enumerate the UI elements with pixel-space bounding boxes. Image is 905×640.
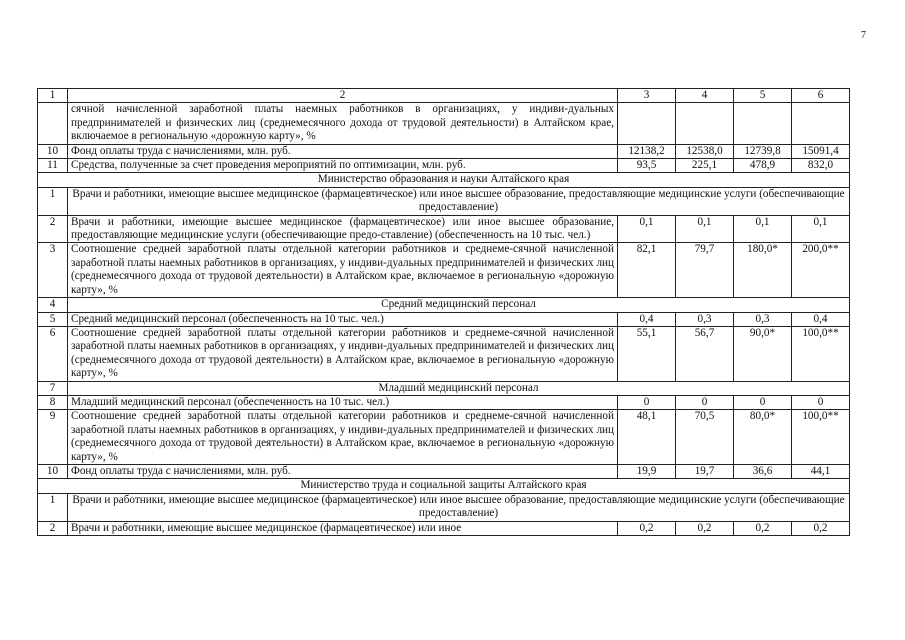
- table-row: [38, 103, 850, 144]
- row-number: 8: [38, 395, 68, 409]
- indicator-value: 832,0: [792, 159, 850, 173]
- indicator-description: Фонд оплаты труда с начислениями, млн. руб.: [68, 464, 618, 478]
- indicator-value: 15091,4: [792, 144, 850, 158]
- indicator-description: Соотношение средней заработной платы отдельной категории работников и среднеме-сячной начисленной заработной платы наемных работников в организациях, у индиви-дуальных предпринимателей и физических лиц (среднемесячного дохода от трудовой деятельности) в Алтайском крае, включаемое в региональную «дорожную карту», %: [68, 410, 618, 465]
- row-number: 9: [38, 410, 68, 465]
- indicator-value: 19,9: [618, 464, 676, 478]
- indicator-value: 55,1: [618, 326, 676, 381]
- indicator-value: [792, 103, 850, 144]
- section-title: Министерство образования и науки Алтайского края: [38, 173, 850, 187]
- indicator-value: 0,2: [676, 521, 734, 535]
- table-row: [38, 521, 850, 535]
- section-header-row: [38, 173, 850, 187]
- indicator-value: 36,6: [734, 464, 792, 478]
- subgroup-title: Средний медицинский персонал: [68, 298, 850, 312]
- row-number: 4: [38, 298, 68, 312]
- indicator-value: 56,7: [676, 326, 734, 381]
- row-number: 10: [38, 144, 68, 158]
- indicator-value: 48,1: [618, 410, 676, 465]
- row-number: 7: [38, 381, 68, 395]
- row-number: 10: [38, 464, 68, 478]
- indicator-value: 0,4: [618, 312, 676, 326]
- indicator-value: 100,0**: [792, 326, 850, 381]
- indicator-description: Младший медицинский персонал (обеспеченность на 10 тыс. чел.): [68, 395, 618, 409]
- indicator-value: 0,1: [676, 215, 734, 243]
- indicator-value: 0,4: [792, 312, 850, 326]
- subgroup-title: Врачи и работники, имеющие высшее медицинское (фармацевтическое) или иное высшее образование, предоставляющие медицинские услуги (обеспечивающие предоставление): [68, 187, 850, 215]
- indicator-value: 12538,0: [676, 144, 734, 158]
- indicator-value: 0,3: [676, 312, 734, 326]
- indicator-value: 90,0*: [734, 326, 792, 381]
- row-number: 3: [38, 243, 68, 298]
- indicator-value: 44,1: [792, 464, 850, 478]
- table-row: [38, 215, 850, 243]
- data-table: [37, 88, 850, 536]
- indicator-value: [618, 103, 676, 144]
- header-cell: 1: [38, 89, 68, 103]
- indicator-value: 225,1: [676, 159, 734, 173]
- subgroup-row: [38, 187, 850, 215]
- indicator-description: Врачи и работники, имеющие высшее медицинское (фармацевтическое) или иное: [68, 521, 618, 535]
- indicator-value: 100,0**: [792, 410, 850, 465]
- row-number: 2: [38, 215, 68, 243]
- indicator-value: 82,1: [618, 243, 676, 298]
- row-number: 11: [38, 159, 68, 173]
- indicator-value: 80,0*: [734, 410, 792, 465]
- header-row: [38, 89, 850, 103]
- header-cell: 3: [618, 89, 676, 103]
- table-row: [38, 159, 850, 173]
- row-number: 5: [38, 312, 68, 326]
- indicator-value: 0,2: [618, 521, 676, 535]
- indicator-value: 0: [792, 395, 850, 409]
- indicator-description: Врачи и работники, имеющие высшее медицинское (фармацевтическое) или иное высшее образование, предоставляющие медицинские услуги (обеспечивающие предо-ставление) (обеспеченность на 10 тыс. чел.): [68, 215, 618, 243]
- indicator-description: Средства, полученные за счет проведения мероприятий по оптимизации, млн. руб.: [68, 159, 618, 173]
- table-row: [38, 395, 850, 409]
- page-number: 7: [861, 30, 866, 41]
- row-number: 2: [38, 521, 68, 535]
- indicator-value: 19,7: [676, 464, 734, 478]
- indicator-value: 12739,8: [734, 144, 792, 158]
- indicator-value: 0: [618, 395, 676, 409]
- indicator-description: сячной начисленной заработной платы наемных работников в организациях, у индиви-дуальных предпринимателей и физических лиц (среднемесячного дохода от трудовой деятельности) в Алтайском крае, включаемое в региональную «дорожную карту», %: [68, 103, 618, 144]
- table-row: [38, 326, 850, 381]
- table-row: [38, 464, 850, 478]
- indicator-value: 200,0**: [792, 243, 850, 298]
- table-row: [38, 410, 850, 465]
- indicator-value: 93,5: [618, 159, 676, 173]
- subgroup-row: [38, 493, 850, 521]
- indicator-value: 70,5: [676, 410, 734, 465]
- indicator-value: 79,7: [676, 243, 734, 298]
- header-cell: 6: [792, 89, 850, 103]
- section-title: Министерство труда и социальной защиты Алтайского края: [38, 479, 850, 493]
- indicator-value: 0,3: [734, 312, 792, 326]
- row-number: 1: [38, 187, 68, 215]
- indicator-value: [676, 103, 734, 144]
- section-header-row: [38, 479, 850, 493]
- indicator-description: Фонд оплаты труда с начислениями, млн. руб.: [68, 144, 618, 158]
- indicator-value: 0,1: [792, 215, 850, 243]
- table-row: [38, 312, 850, 326]
- indicator-value: [734, 103, 792, 144]
- header-cell: 4: [676, 89, 734, 103]
- subgroup-row: [38, 298, 850, 312]
- indicator-value: 0: [734, 395, 792, 409]
- row-number: 1: [38, 493, 68, 521]
- indicator-value: 478,9: [734, 159, 792, 173]
- indicator-value: 0,1: [734, 215, 792, 243]
- indicator-description: Соотношение средней заработной платы отдельной категории работников и среднеме-сячной начисленной заработной платы наемных работников в организациях, у индиви-дуальных предпринимателей и физических лиц (среднемесячного дохода от трудовой деятельности) в Алтайском крае, включаемое в региональную «дорожную карту», %: [68, 243, 618, 298]
- header-cell: 5: [734, 89, 792, 103]
- indicator-value: 0,1: [618, 215, 676, 243]
- indicator-value: 0: [676, 395, 734, 409]
- row-number: [38, 103, 68, 144]
- indicator-value: 180,0*: [734, 243, 792, 298]
- indicator-value: 0,2: [734, 521, 792, 535]
- indicator-description: Соотношение средней заработной платы отдельной категории работников и среднеме-сячной начисленной заработной платы наемных работников в организациях, у индиви-дуальных предпринимателей и физических лиц (среднемесячного дохода от трудовой деятельности) в Алтайском крае, включаемое в региональную «дорожную карту», %: [68, 326, 618, 381]
- table-row: [38, 144, 850, 158]
- indicator-description: Средний медицинский персонал (обеспеченность на 10 тыс. чел.): [68, 312, 618, 326]
- subgroup-title: Врачи и работники, имеющие высшее медицинское (фармацевтическое) или иное высшее образование, предоставляющие медицинские услуги (обеспечивающие предоставление): [68, 493, 850, 521]
- row-number: 6: [38, 326, 68, 381]
- indicator-value: 0,2: [792, 521, 850, 535]
- subgroup-row: [38, 381, 850, 395]
- indicator-value: 12138,2: [618, 144, 676, 158]
- table-row: [38, 243, 850, 298]
- subgroup-title: Младший медицинский персонал: [68, 381, 850, 395]
- header-cell: 2: [68, 89, 618, 103]
